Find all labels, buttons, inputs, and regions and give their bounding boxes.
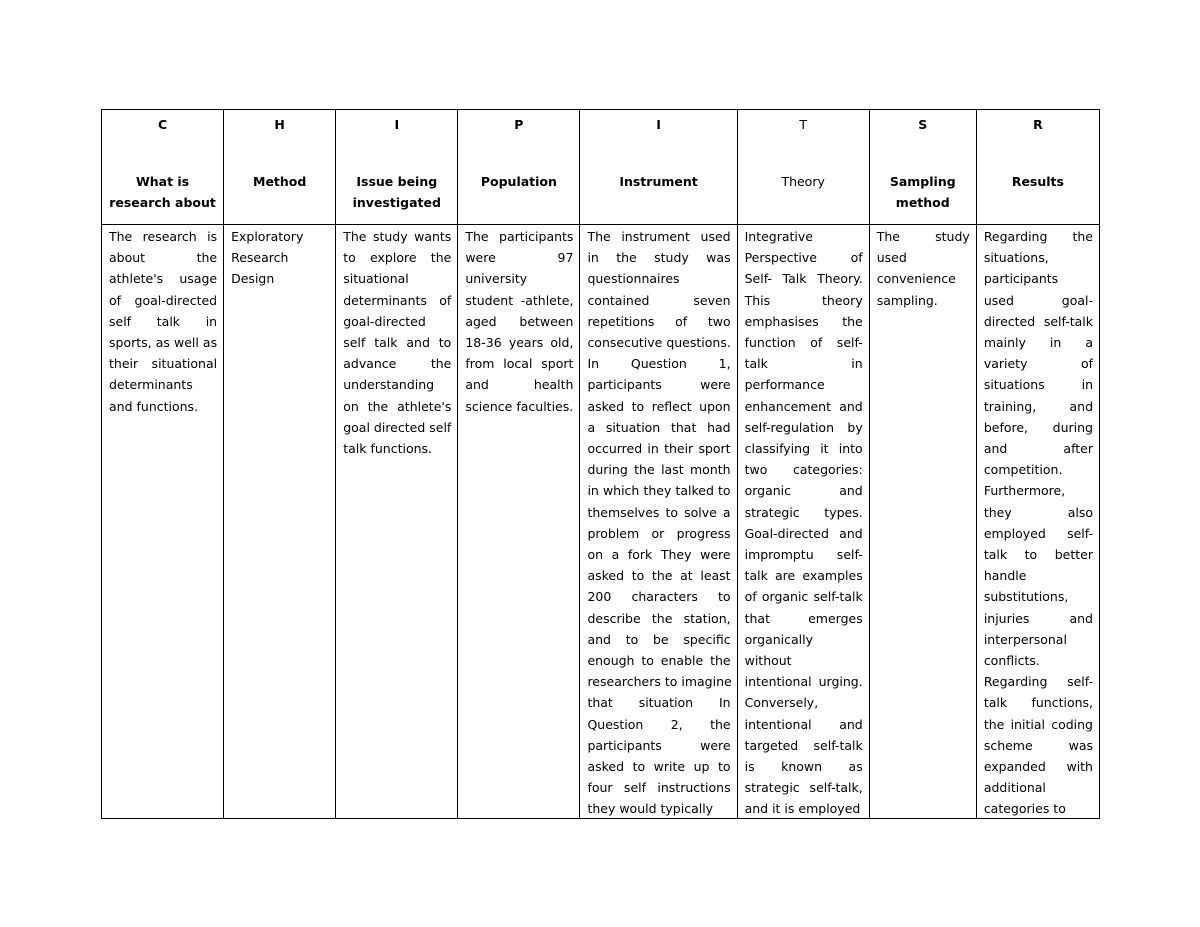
column-letter: I xyxy=(656,117,661,132)
cell-text-line: situations, xyxy=(983,250,1049,266)
cell-text-line: variety of xyxy=(983,356,1093,372)
cell-text-line: sports, as well as xyxy=(109,335,218,351)
cell-text-line: impromptu self- xyxy=(744,547,863,563)
cell-text-line: of organic self-talk xyxy=(744,589,863,605)
cell-text-line: and after xyxy=(983,441,1093,457)
cell-text-line: Furthermore, xyxy=(983,483,1066,499)
column-title: Method xyxy=(253,174,307,189)
column-cell-3 xyxy=(458,225,580,819)
cell-text-line: interpersonal xyxy=(983,631,1067,647)
cell-text-line: Self- Talk Theory. xyxy=(744,271,863,287)
cell-text-line: used goal- xyxy=(983,292,1093,308)
cell-text-line: they would typically xyxy=(587,801,714,817)
cell-text-line: competition. xyxy=(983,462,1063,478)
column-letter: P xyxy=(514,117,524,132)
cell-text-line: in the study was xyxy=(587,250,731,266)
column-letter: I xyxy=(394,117,400,132)
cell-text-line: contained seven xyxy=(587,292,731,308)
cell-text-line: expanded with xyxy=(983,759,1093,775)
column-header-6 xyxy=(869,110,976,225)
chipsr-table xyxy=(101,109,1100,819)
column-header-0 xyxy=(102,110,224,225)
column-header-5 xyxy=(737,110,869,225)
cell-text-line: questionnaires xyxy=(587,271,680,287)
cell-text-line: emphasises the xyxy=(744,313,863,329)
cell-text-line: of goal-directed xyxy=(109,292,218,308)
cell-text-line: In Question 1, xyxy=(587,356,731,372)
cell-text-line: Question 2, the xyxy=(587,716,731,732)
cell-text-line: athlete's usage xyxy=(109,271,218,287)
cell-text-line: 200 characters to xyxy=(587,589,731,605)
content-row xyxy=(102,225,1100,819)
column-letter: R xyxy=(1033,117,1043,132)
cell-text-line: problem or progress xyxy=(587,525,731,541)
column-cell-7 xyxy=(976,225,1099,819)
cell-text-line: asked to the at least xyxy=(587,568,731,584)
cell-text-line: The study wants xyxy=(343,229,452,244)
cell-text-line: talk functions. xyxy=(343,441,433,457)
cell-text-line: from local sport xyxy=(465,356,574,372)
column-header-1 xyxy=(224,110,336,225)
cell-text-line: the initial coding xyxy=(983,716,1093,732)
cell-text-line: The study xyxy=(876,229,970,244)
cell-text-line: Conversely, xyxy=(744,695,819,711)
column-header-2 xyxy=(336,110,458,225)
cell-text-line: their situational xyxy=(109,356,218,372)
cell-text-line: organically xyxy=(744,631,814,647)
cell-text-line: determinants of xyxy=(343,292,452,308)
cell-text-line: talk functions, xyxy=(983,695,1093,711)
cell-text-line: they also xyxy=(983,504,1093,520)
cell-text-line: researchers to imagine xyxy=(587,674,732,690)
cell-text-line: university xyxy=(465,271,528,287)
cell-text-line: that situation In xyxy=(587,695,731,711)
cell-text-line: training, and xyxy=(983,398,1093,414)
cell-text-line: goal-directed xyxy=(343,313,426,329)
cell-text-line: Exploratory xyxy=(231,229,304,244)
cell-text-line: conflicts. xyxy=(983,653,1040,669)
column-cell-1 xyxy=(224,225,336,819)
cell-text-line: Integrative xyxy=(744,229,813,244)
cell-text-line: Design xyxy=(231,271,275,287)
cell-text-line: a situation that had xyxy=(587,419,731,435)
cell-text-line: on a fork They were xyxy=(587,547,731,563)
cell-text-line: strategic self-talk, xyxy=(744,780,863,796)
cell-text-line: advance the xyxy=(343,356,452,372)
cell-text-line: repetitions of two xyxy=(587,313,731,329)
cell-text-line: This theory xyxy=(744,292,863,308)
cell-text-line: occurred in their sport xyxy=(587,441,731,457)
cell-text-line: participants xyxy=(983,271,1059,287)
column-title: Issue being investigated xyxy=(352,174,441,210)
cell-text-line: intentional and xyxy=(744,716,863,732)
cell-text-line: The research is xyxy=(109,229,218,244)
cell-text-line: The instrument used xyxy=(587,229,731,244)
cell-text-line: before, during xyxy=(983,419,1093,435)
cell-text-line: and functions. xyxy=(109,398,199,414)
cell-text-line: participants were xyxy=(587,737,731,753)
cell-text-line: categories to xyxy=(983,801,1066,817)
cell-text-line: to explore the xyxy=(343,250,452,266)
column-cell-4 xyxy=(580,225,737,819)
cell-text-line: participants were xyxy=(587,377,731,393)
column-cell-0 xyxy=(102,225,224,819)
cell-text-line: injuries and xyxy=(983,610,1093,626)
cell-text-line: Research xyxy=(231,250,289,266)
cell-text-line: used xyxy=(876,250,907,266)
cell-text-line: in which they talked to xyxy=(587,483,731,499)
column-title: Instrument xyxy=(619,174,698,189)
cell-text-line: employed self- xyxy=(983,525,1093,541)
column-header-3 xyxy=(458,110,580,225)
cell-text-line: targeted self-talk xyxy=(744,737,863,753)
cell-text-line: intentional urging. xyxy=(744,674,863,690)
cell-text-line: function of self- xyxy=(744,335,863,351)
column-title: Theory xyxy=(781,174,825,189)
cell-text-line: situational xyxy=(343,271,409,287)
cell-text-line: talk are examples xyxy=(744,568,863,584)
cell-text-line: performance xyxy=(744,377,825,393)
cell-text-line: Regarding the xyxy=(983,229,1093,244)
cell-text-line: determinants xyxy=(109,377,193,393)
cell-text-line: on the athlete's xyxy=(343,398,452,414)
cell-text-line: classifying it into xyxy=(744,441,863,457)
cell-text-line: two categories: xyxy=(744,462,863,478)
cell-text-line: talk in xyxy=(744,356,863,372)
cell-text-line: and health xyxy=(465,377,574,393)
cell-text-line: organic and xyxy=(744,483,863,499)
cell-text-line: enhancement and xyxy=(744,398,863,414)
cell-text-line: The participants xyxy=(465,229,574,244)
cell-text-line: scheme was xyxy=(983,737,1093,753)
cell-text-line: student -athlete, xyxy=(465,292,574,308)
cell-text-line: directed self-talk xyxy=(983,313,1093,329)
column-letter: H xyxy=(274,117,285,132)
cell-text-line: 18-36 years old, xyxy=(465,335,574,351)
column-cell-2 xyxy=(336,225,458,819)
cell-text-line: self talk and to xyxy=(343,335,452,351)
column-letter: T xyxy=(799,117,807,132)
cell-text-line: and to be specific xyxy=(587,631,731,647)
cell-text-line: Regarding self- xyxy=(983,674,1093,690)
cell-text-line: self talk in xyxy=(109,313,218,329)
cell-text-line: substitutions, xyxy=(983,589,1069,605)
cell-text-line: is known as xyxy=(744,759,863,775)
cell-text-line: talk to better xyxy=(983,547,1093,563)
cell-text-line: themselves to solve a xyxy=(587,504,731,520)
cell-text-line: and it is employed xyxy=(744,801,861,817)
cell-text-line: consecutive questions. xyxy=(587,335,731,351)
cell-text-line: handle xyxy=(983,568,1027,584)
cell-text-line: goal directed self xyxy=(343,419,452,435)
column-cell-6 xyxy=(869,225,976,819)
cell-text-line: four self instructions xyxy=(587,780,731,796)
cell-text-line: Goal-directed and xyxy=(744,525,863,541)
cell-text-line: that emerges xyxy=(744,610,863,626)
column-letter: S xyxy=(918,117,928,132)
cell-text-line: describe the station, xyxy=(587,610,731,626)
cell-text-line: strategic types. xyxy=(744,504,863,520)
column-title: Population xyxy=(480,174,557,189)
cell-text-line: mainly in a xyxy=(983,335,1093,351)
cell-text-line: understanding xyxy=(343,377,435,393)
column-cell-5 xyxy=(737,225,869,819)
cell-text-line: situations in xyxy=(983,377,1093,393)
cell-text-line: aged between xyxy=(465,313,574,329)
cell-text-line: during the last month xyxy=(587,462,731,478)
cell-text-line: convenience xyxy=(876,271,956,287)
column-header-4 xyxy=(580,110,737,225)
header-row xyxy=(102,110,1100,225)
cell-text-line: additional xyxy=(983,780,1046,796)
cell-text-line: asked to write up to xyxy=(587,759,731,775)
cell-text-line: enough to enable the xyxy=(587,653,731,669)
column-title: What is research about xyxy=(109,174,216,210)
column-header-7 xyxy=(976,110,1099,225)
cell-text-line: about the xyxy=(109,250,218,266)
cell-text-line: sampling. xyxy=(876,292,938,308)
column-letter: C xyxy=(157,117,168,132)
cell-text-line: self-regulation by xyxy=(744,419,863,435)
cell-text-line: asked to reflect upon xyxy=(587,398,731,414)
cell-text-line: were 97 xyxy=(465,250,574,266)
cell-text-line: Perspective of xyxy=(744,250,863,266)
column-title: Sampling method xyxy=(889,174,956,210)
column-title: Results xyxy=(1011,174,1064,189)
cell-text-line: without xyxy=(744,653,792,669)
cell-text-line: science faculties. xyxy=(465,398,574,414)
